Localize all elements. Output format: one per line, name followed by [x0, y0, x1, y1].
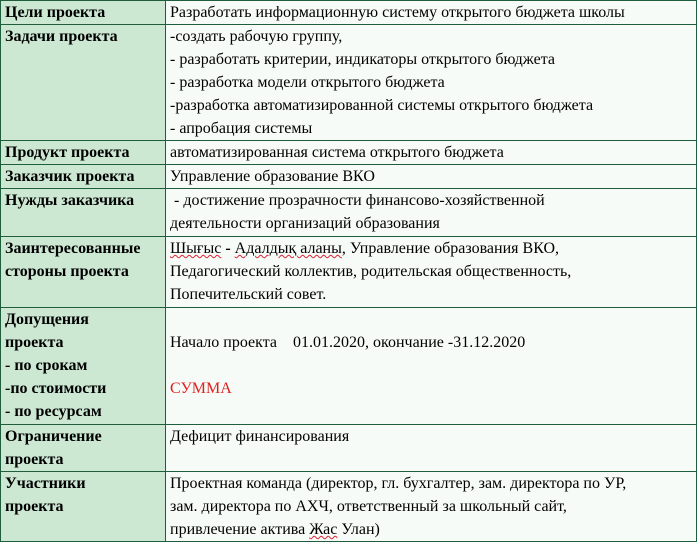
members-label-line: проекта — [5, 498, 64, 515]
sum-placeholder: СУММА — [170, 380, 232, 397]
row-product — [1, 141, 697, 165]
task-item: - апробация системы — [170, 120, 313, 137]
task-item: -разработка автоматизированной системы открытого бюджета — [170, 97, 594, 114]
stakeholders-line — [170, 237, 693, 260]
task-item: - разработать критерии, индикаторы открытого бюджета — [170, 51, 555, 68]
project-dates: Начало проекта 01.01.2020, окончание -31.12.2020 — [170, 334, 526, 351]
row-members — [1, 472, 697, 542]
stakeholders-value — [166, 237, 697, 308]
assumptions-label — [1, 308, 166, 425]
row-goal — [1, 1, 697, 25]
members-line3-pre: привлечение актива — [170, 521, 310, 538]
task-item: -создать рабочую группу, — [170, 28, 343, 45]
stakeholders-label-line: стороны проекта — [5, 263, 129, 280]
needs-line: деятельности организаций образования — [170, 215, 440, 232]
members-value — [166, 472, 697, 542]
row-stakeholders — [1, 237, 697, 308]
assumptions-value — [166, 308, 697, 425]
assumptions-label-line: - по ресурсам — [5, 403, 102, 420]
members-line3-post: Улан) — [337, 521, 380, 538]
members-label — [1, 472, 166, 542]
assumptions-label-line: - по срокам — [5, 357, 88, 374]
stakeholders-sep: - — [221, 240, 235, 257]
tasks-label: Задачи проекта — [1, 25, 166, 141]
members-line: Проектная команда (директор, гл. бухгалтер, зам. директора по УР, — [170, 475, 627, 492]
tasks-list — [166, 25, 697, 141]
limits-label — [1, 425, 166, 472]
limits-value: Дефицит финансирования — [166, 425, 697, 472]
product-label: Продукт проекта — [1, 141, 166, 165]
stakeholders-label-line: Заинтересованные — [5, 240, 141, 257]
goal-label: Цели проекта — [1, 1, 166, 25]
stakeholders-label — [1, 237, 166, 308]
limits-label-line: Ограничение — [5, 428, 102, 445]
members-line — [170, 518, 693, 541]
row-needs — [1, 189, 697, 237]
row-limits — [1, 425, 697, 472]
stakeholders-line: Педагогический коллектив, родительская общественность, — [170, 263, 572, 280]
stakeholders-rest: , Управление образования ВКО, — [341, 240, 560, 257]
members-line: зам. директора по АХЧ, ответственный за школьный сайт, — [170, 498, 567, 515]
needs-label: Нужды заказчика — [1, 189, 166, 237]
client-value: Управление образование ВКО — [166, 165, 697, 189]
stakeholders-part2: Адалдық аланы — [234, 240, 342, 257]
row-assumptions — [1, 308, 697, 425]
product-value: автоматизированная система открытого бюджета — [166, 141, 697, 165]
goal-value: Разработать информационную систему открытого бюджета школы — [166, 1, 697, 25]
task-item: - разработка модели открытого бюджета — [170, 74, 445, 91]
assumptions-label-line: проекта — [5, 334, 64, 351]
stakeholders-part1: Шығыс — [170, 240, 222, 257]
row-client — [1, 165, 697, 189]
row-tasks — [1, 25, 697, 141]
limits-label-line: проекта — [5, 451, 64, 468]
assumptions-label-line: -по стоимости — [5, 380, 107, 397]
client-label: Заказчик проекта — [1, 165, 166, 189]
members-line3-wavy: Жас — [309, 521, 338, 538]
members-label-line: Участники — [5, 475, 86, 492]
needs-line: - достижение прозрачности финансово-хозяйственной — [170, 192, 545, 209]
needs-value — [166, 189, 697, 237]
stakeholders-line: Попечительский совет. — [170, 286, 327, 303]
assumptions-label-line: Допущения — [5, 311, 89, 328]
